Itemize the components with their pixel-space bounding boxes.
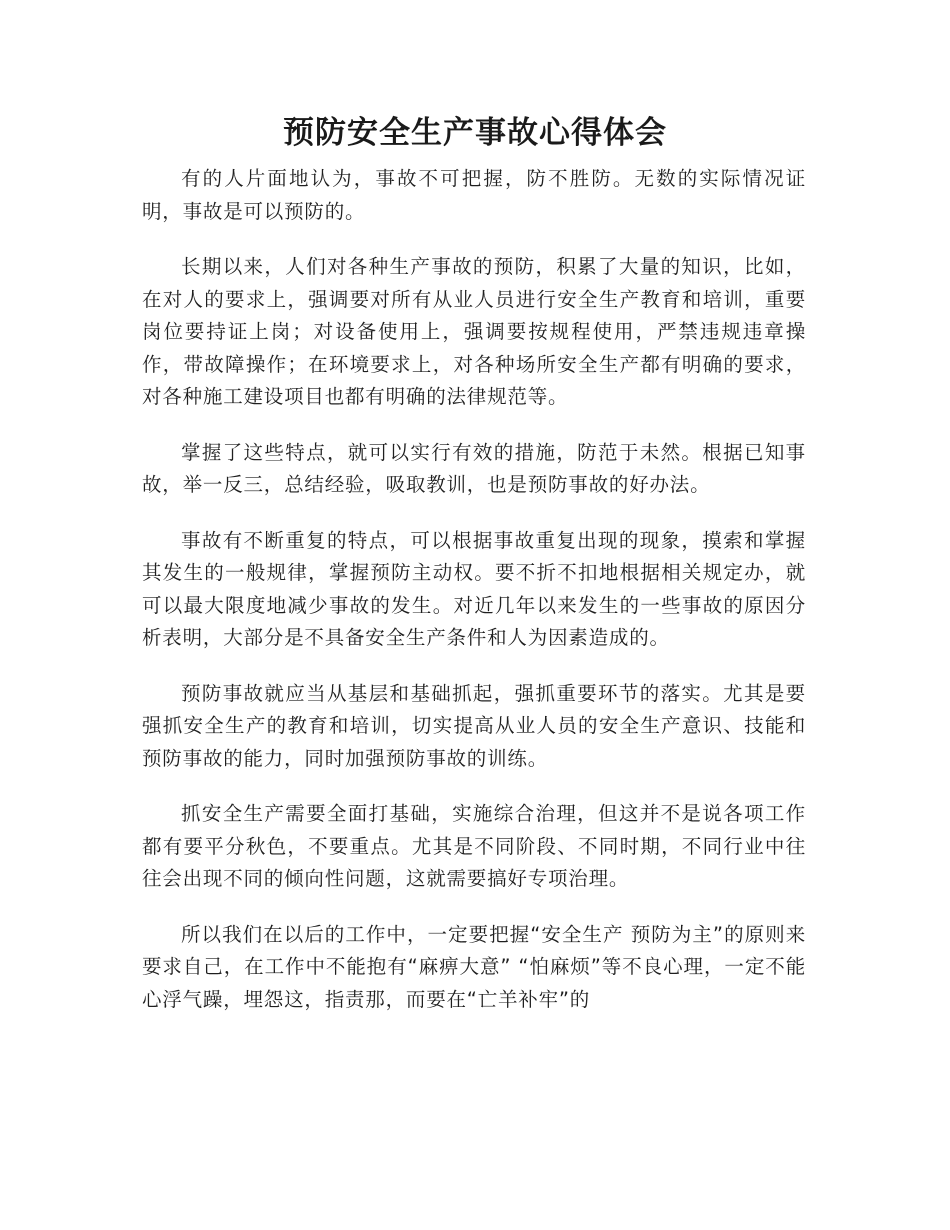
paragraph-6: 抓安全生产需要全面打基础，实施综合治理，但这并不是说各项工作都有要平分秋色，不要重点。尤其是不同阶段、不同时期，不同行业中往往会出现不同的倾向性问题，这就需要搞好专项治理。 xyxy=(142,802,806,890)
paragraph-3: 掌握了这些特点，就可以实行有效的措施，防范于未然。根据已知事故，举一反三，总结经验，吸取教训，也是预防事故的好办法。 xyxy=(142,440,806,496)
paragraph-4: 事故有不断重复的特点，可以根据事故重复出现的现象，摸索和掌握其发生的一般规律，掌握预防主动权。要不折不扣地根据相关规定办，就可以最大限度地减少事故的发生。对近几年以来发生的一些事故的原因分析表明，大部分是不具备安全生产条件和人为因素造成的。 xyxy=(142,528,806,649)
paragraph-1: 有的人片面地认为，事故不可把握，防不胜防。无数的实际情况证明，事故是可以预防的。 xyxy=(142,167,806,223)
document-body xyxy=(142,163,806,1039)
paragraph-2: 长期以来，人们对各种生产事故的预防，积累了大量的知识，比如，在对人的要求上，强调要对所有从业人员进行安全生产教育和培训，重要岗位要持证上岗；对设备使用上，强调要按规程使用，严禁违规违章操作，带故障操作；在环境要求上，对各种场所安全生产都有明确的要求，对各种施工建设项目也都有明确的法律规范等。 xyxy=(142,255,806,408)
paragraph-7: 所以我们在以后的工作中，一定要把握“安全生产 预防为主”的原则来要求自己，在工作中不能抱有“麻痹大意” “怕麻烦”等不良心理，一定不能心浮气躁，埋怨这，指责那，而要在“亡羊补牢”的 xyxy=(142,922,806,1011)
paragraph-5: 预防事故就应当从基层和基础抓起，强抓重要环节的落实。尤其是要强抓安全生产的教育和培训，切实提高从业人员的安全生产意识、技能和预防事故的能力，同时加强预防事故的训练。 xyxy=(142,681,806,770)
document-title: 预防安全生产事故心得体会 xyxy=(283,115,667,151)
